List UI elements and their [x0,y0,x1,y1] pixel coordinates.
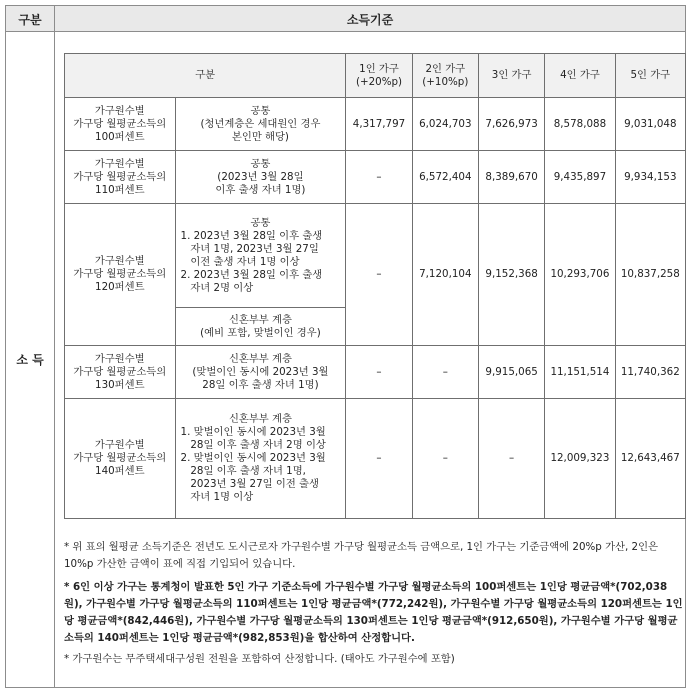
col-header-text: 구분 [195,69,216,81]
table-header-row [65,54,686,98]
col-header-text: 5인 가구 [630,69,671,81]
col-header-4p [545,54,615,98]
value-cell: – [346,399,412,519]
income-criteria-frame [5,5,686,688]
header-income-criteria: 소득기준 [346,12,394,27]
value-cell: 10,837,258 [615,204,685,346]
row-condition [175,204,346,308]
value-cell: 9,915,065 [478,346,544,399]
value-cell: 7,120,104 [412,204,478,346]
value-cell: 9,152,368 [478,204,544,346]
value-cell: 11,151,514 [545,346,615,399]
footnote-surcharge: * 위 표의 월평균 소득기준은 전년도 도시근로자 가구원수별 가구당 월평균소득 금액으로, 1인 가구는 기준금액에 20%p 가산, 2인은 10%p 가산한 금액이 표에 직접 기입되어 있습니다. [64,541,658,570]
table-row [65,399,686,519]
value-cell: 6,572,404 [412,151,478,204]
header-category: 구분 [6,6,55,32]
condition-item: 1. 2023년 3월 28일 이후 출생 자녀 1명, 2023년 3월 27일 이전 출생 자녀 1명 이상 [180,229,323,268]
row-condition [175,399,346,519]
header-row [6,6,685,32]
content-area [56,33,685,687]
value-cell: 9,934,153 [615,151,685,204]
value-cell: – [412,399,478,519]
table-row [65,204,686,308]
value-cell: 8,389,670 [478,151,544,204]
condition-item: 2. 2023년 3월 28일 이후 출생 자녀 2명 이상 [180,268,323,294]
footnotes [64,539,684,668]
footnote-household-count: * 가구원수는 무주택세대구성원 전원을 포함하여 산정합니다. (태아도 가구원수에 포함) [64,653,455,665]
row-label: 가구원수별 가구당 월평균소득의 120퍼센트 [65,204,176,346]
value-cell: 12,009,323 [545,399,615,519]
row-label: 가구원수별 가구당 월평균소득의 110퍼센트 [65,151,176,204]
table-row [65,98,686,151]
side-label-income: 소 득 [6,32,55,687]
table-row [65,151,686,204]
col-header-category [65,54,346,98]
col-header-text: 1인 가구 (+20%p) [355,62,403,88]
value-cell: – [346,151,412,204]
condition-title: 신혼부부 계층 [228,413,292,425]
value-cell: 12,643,467 [615,399,685,519]
col-header-text: 2인 가구 (+10%p) [422,62,469,88]
value-cell: 4,317,797 [346,98,412,151]
value-cell: 10,293,706 [545,204,615,346]
col-header-3p [478,54,544,98]
value-cell: 6,024,703 [412,98,478,151]
col-header-text: 4인 가구 [560,69,600,81]
value-cell: 9,031,048 [615,98,685,151]
col-header-1p [346,54,412,98]
value-cell: – [346,204,412,346]
income-table [64,53,686,519]
value-cell: 11,740,362 [615,346,685,399]
row-condition: 신혼부부 계층 (예비 포함, 맞벌이인 경우) [175,308,346,346]
condition-item: 1. 맞벌이인 동시에 2023년 3월 28일 이후 출생 자녀 2명 이상 [180,426,326,451]
value-cell: – [412,346,478,399]
row-condition: 공통 (청년계층은 세대원인 경우 본인만 해당) [175,98,346,151]
row-condition: 공통 (2023년 3월 28일 이후 출생 자녀 1명) [175,151,346,204]
col-header-text: 3인 가구 [491,69,532,81]
value-cell: – [346,346,412,399]
col-header-5p [615,54,685,98]
footnote-six-plus-households: * 6인 이상 가구는 통계청이 발표한 5인 가구 기준소득에 가구원수별 가구당 월평균소득의 100퍼센트는 1인당 평균금액*(702,038원), 가구원수별 가구당 월평균소득의 110퍼센트는 1인당 평균금액*(772,242원), 가구원수별 가구당 월평균소득의 120퍼센트는 1인당 평균금액*(842,446원), 가구원수별 가구당 월평균소득의 130퍼센트는 1인당 평균금액*(912,650원), 가구원수별 가구당 월평균소득의 140퍼센트는 1인당 평균금액*(982,853원)을 합산하여 산정합니다. [64,581,683,644]
row-label: 가구원수별 가구당 월평균소득의 100퍼센트 [65,98,176,151]
value-cell: 9,435,897 [545,151,615,204]
table-row [65,346,686,399]
row-label: 가구원수별 가구당 월평균소득의 140퍼센트 [65,399,176,519]
value-cell: – [478,399,544,519]
value-cell: 8,578,088 [545,98,615,151]
col-header-2p [412,54,478,98]
condition-title: 공통 [250,216,271,229]
condition-item: 2. 맞벌이인 동시에 2023년 3월 28일 이후 출생 자녀 1명, 2023년 3월 27일 이전 출생 자녀 1명 이상 [180,452,326,503]
value-cell: 7,626,973 [478,98,544,151]
row-condition: 신혼부부 계층 (맞벌이인 동시에 2023년 3월 28일 이후 출생 자녀 1명) [175,346,346,399]
row-label: 가구원수별 가구당 월평균소득의 130퍼센트 [65,346,176,399]
